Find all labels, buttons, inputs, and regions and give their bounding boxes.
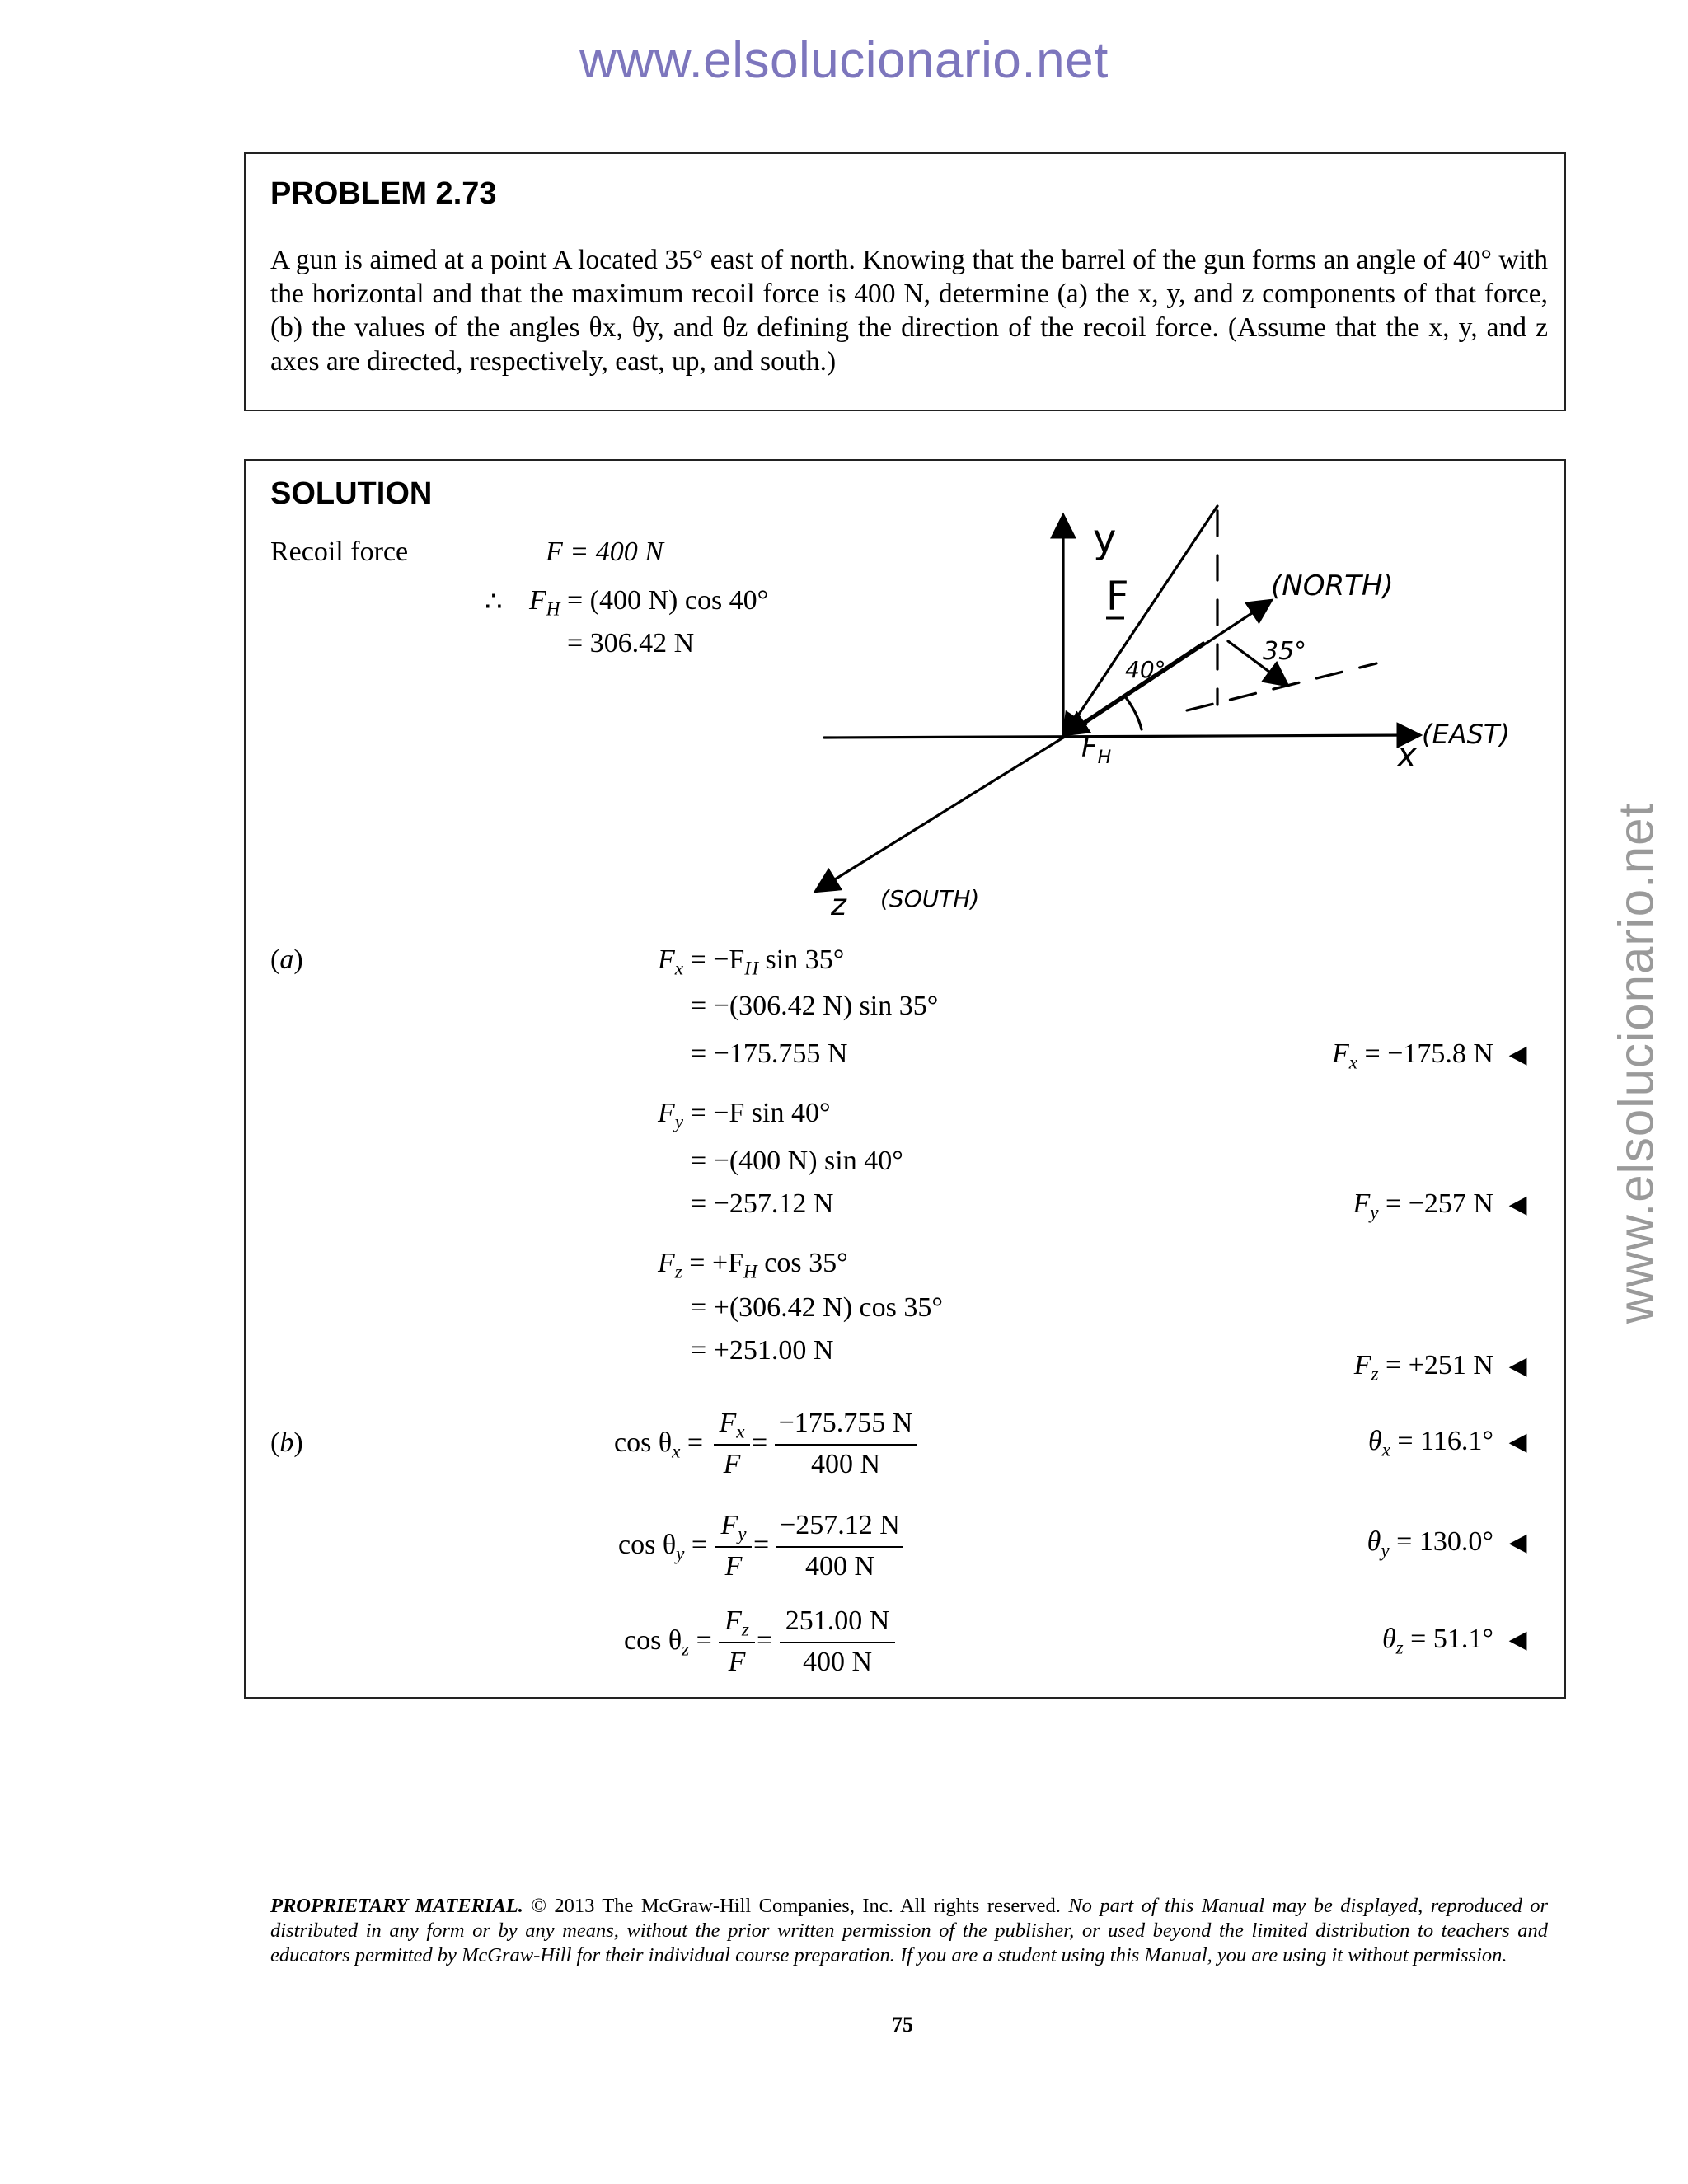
east-dashed-line [1187,663,1376,710]
theta-x-answer: $\theta_x = 116.1^\circ$ ◀ [1367,1426,1527,1461]
x-label: x [1397,737,1417,775]
cos-theta-z-frac-2: 251.00 N 400 N [780,1605,895,1675]
cos-theta-x-lhs: $\cos \theta_x$ = [614,1427,704,1463]
north-direction [1063,602,1269,738]
part-b-label: (b) [270,1427,303,1458]
south-label: (SOUTH) [880,885,980,912]
fy-line-2: = −(400 N) sin 40° [691,1146,903,1176]
fy-line-1: $F_y = -F$ sin 40° [658,1098,831,1133]
cos-theta-z-eq: = [757,1625,773,1656]
force-vector-f [1065,506,1217,735]
fz-line-1: $F_z = +F_H$ cos 35° [658,1248,848,1283]
x-axis [824,735,1418,738]
fz-line-2: = +(306.42 N) cos 35° [691,1292,943,1323]
watermark-side: www.elsolucionario.net [1608,802,1664,1324]
fh-label: $F_H$ [1081,731,1112,768]
fx-line-1: $F_x = -F_H$ sin 35° [658,944,845,980]
cos-theta-y-lhs: $\cos \theta_y$ = [618,1530,708,1565]
fx-line-2: = −(306.42 N) sin 35° [691,991,939,1021]
problem-title: PROBLEM 2.73 [270,176,497,211]
part-a-label: (a) [270,944,303,975]
fy-line-3: = −257.12 N [691,1188,834,1219]
recoil-force-equation: F = 400 N [546,537,663,567]
angle-40-label: 40° [1125,656,1166,683]
fx-answer: $F_x = -175.8$ N ◀ [1331,1038,1527,1074]
east-label: (EAST) [1422,719,1510,750]
fz-answer: $F_z = +251$ N ◀ [1353,1350,1527,1385]
cos-theta-x-frac-2: −175.755 N 400 N [775,1408,917,1477]
therefore-symbol: ∴ [485,587,503,617]
z-axis [818,738,1063,890]
y-label: y [1093,516,1117,562]
cos-theta-y-frac-2: −257.12 N 400 N [776,1510,903,1579]
theta-y-answer: $\theta_y = 130.0^\circ$ ◀ [1367,1526,1527,1562]
watermark-top: www.elsolucionario.net [579,32,1109,89]
fh-equation: $F_H = (400$ N) cos 40° [529,585,769,621]
cos-theta-y-frac-1: $F_y$ F [715,1510,752,1579]
cos-theta-x-frac-1: $F_x$ F [714,1408,750,1477]
cos-theta-x-eq: = [752,1427,768,1458]
cos-theta-z-frac-1: $F_z$ F [719,1605,755,1675]
north-label: (NORTH) [1271,569,1394,602]
fz-line-3: = +251.00 N [691,1335,834,1366]
solution-title: SOLUTION [270,476,433,511]
f-label: F [1106,574,1129,620]
angle-40-arc [1125,696,1142,729]
fy-answer: $F_y = -257$ N ◀ [1353,1188,1527,1224]
recoil-label: Recoil force [270,537,409,567]
theta-z-answer: $\theta_z = 51.1^\circ$ ◀ [1381,1624,1527,1659]
fx-line-3: = −175.755 N [691,1038,848,1069]
cos-theta-y-eq: = [753,1530,770,1560]
footer-notice: PROPRIETARY MATERIAL. © 2013 The McGraw-Hill Companies, Inc. All rights reserved. No part of this Manual may be displayed, reproduced or distributed in any form or by any means, without the prior written permission of the publisher, or used beyond the limited distribution to teachers and educators permitted by McGraw-Hill for their individual course preparation. If you are a student using this Manual, you are using it without permission. [270,1895,1549,1966]
page-number: 75 [892,2013,913,2036]
fh-result: = 306.42 N [567,628,695,658]
force-diagram [808,494,1550,923]
z-label: z [831,888,846,922]
problem-statement: A gun is aimed at a point A located 35° east of north. Knowing that the barrel of the gun forms an angle of 40° with the horizontal and that the maximum recoil force is 400 N, determine (a) the x, y, and z components of that force, (b) the values of the angles θx, θy, and θz defining the direction of the recoil force. (Assume that the x, y, and z axes are directed, respectively, east, up, and south.) [270,245,1548,377]
angle-35-label: 35° [1263,637,1307,666]
cos-theta-z-lhs: $\cos \theta_z$ = [624,1625,712,1661]
